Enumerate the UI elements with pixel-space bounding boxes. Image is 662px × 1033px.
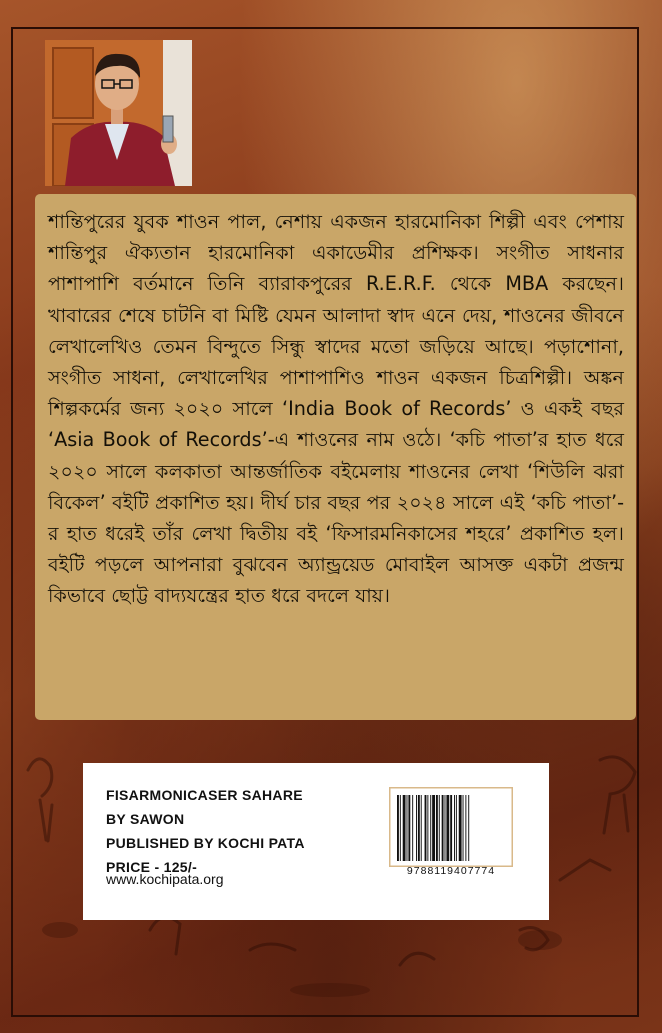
book-price: PRICE - 125/- <box>106 859 198 875</box>
book-info-box <box>83 763 549 920</box>
barcode-bar <box>442 795 444 861</box>
barcode-bar <box>408 795 410 861</box>
barcode-bar <box>459 795 462 861</box>
publisher-website: www.kochipata.org <box>106 871 224 887</box>
barcode-bar <box>397 795 399 861</box>
barcode-bar <box>450 795 452 861</box>
barcode-bar <box>445 795 446 861</box>
barcode-bar <box>430 795 431 861</box>
barcode-bar <box>407 795 408 861</box>
barcode-bar <box>465 795 466 861</box>
barcode-bar <box>432 795 435 861</box>
barcode-bar <box>421 795 422 861</box>
author-bio-text: শান্তিপুরের যুবক শাওন পাল, নেশায় একজন হারমোনিকা শিল্পী এবং পেশায় শান্তিপুর ঐক্যতান হারমোনিকা একাডেমীর প্রশিক্ষক। সংগীত সাধনার পাশাপাশি বর্তমানে তিনি ব্যারাকপুরের R.E.R.F. থেকে MBA করছেন। খাবারের শেষে চাটনি বা মিষ্টি যেমন আলাদা স্বাদ এনে দেয়, শাওনের জীবনে লেখালেখিও তেমন বিন্দুতে সিন্ধু স্বাদের মতো জড়িয়ে আছে। পড়াশোনা, সংগীত সাধনা, লেখালেখির পাশাপাশিও শাওন একজন চিত্রশিল্পী। অঙ্কন শিল্পকর্মের জন্য ২০২০ সালে ‘India Book of Records’ ও একই বছর ‘Asia Book of Records’-এ শাওনের নাম ওঠে। ‘কচি পাতা’র হাত ধরে ২০২০ সালে কলকাতা আন্তর্জাতিক বইমেলায় শাওনের লেখা ‘শিউলি ঝরা বিকেল’ বইটি প্রকাশিত হয়। দীর্ঘ চার বছর পর ২০২৪ সালে এই ‘কচি পাতা’-র হাত ধরেই তাঁর লেখা দ্বিতীয় বই ‘ফিসারমনিকাসের শহরে’ প্রকাশিত হল। বইটি পড়লে আপনারা বুঝবেন অ্যান্ড্রয়েড মোবাইল আসক্ত একটা প্রজন্ম কিভাবে ছোট্ট বাদ্যযন্ত্রের হাত ধরে বদলে যায়। <box>48 210 624 608</box>
barcode-bar <box>403 795 406 861</box>
author-bio-box <box>35 194 636 720</box>
barcode-bar <box>454 795 455 861</box>
barcode-bar <box>468 795 469 861</box>
barcode-bar <box>446 795 449 861</box>
isbn-number: 9788119407774 <box>406 865 496 877</box>
barcode-bar <box>416 795 417 861</box>
barcode-bar <box>418 795 420 861</box>
barcode-bar <box>439 795 440 861</box>
barcode-bar <box>456 795 457 861</box>
barcode-bar <box>412 795 413 861</box>
book-author: BY SAWON <box>106 811 185 827</box>
barcode-bar <box>400 795 401 861</box>
barcode-bar <box>463 795 464 861</box>
book-publisher: PUBLISHED BY KOCHI PATA <box>106 835 305 851</box>
barcode-bar <box>427 795 428 861</box>
barcode-bar <box>436 795 438 861</box>
author-photo <box>45 40 192 186</box>
barcode-bar <box>425 795 427 861</box>
book-title: FISARMONICASER SAHARE <box>106 787 303 803</box>
